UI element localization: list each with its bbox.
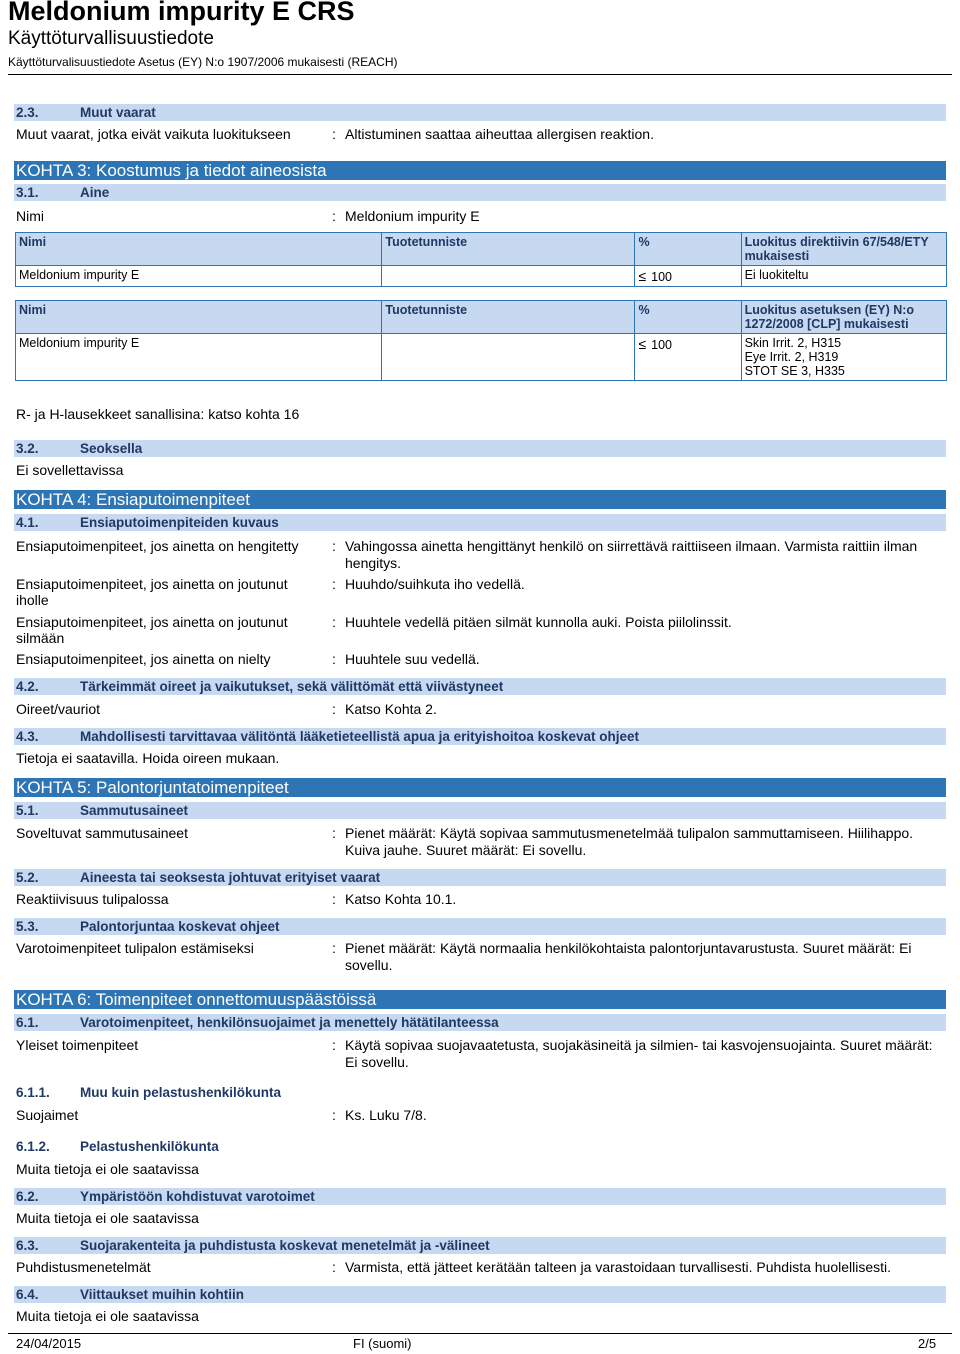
subsection-5-3-bar xyxy=(14,918,946,935)
subsection-6-1-bar xyxy=(14,1014,946,1031)
field-label: Ensiaputoimenpiteet, jos ainetta on joutunut iholle xyxy=(16,576,288,608)
cell-class xyxy=(741,334,946,381)
section-title: KOHTA 5: Palontorjuntatoimenpiteet xyxy=(16,778,289,797)
regulation-line: Käyttöturvalisuustiedote Asetus (EY) N:o 1907/2006 mukaisesti (REACH) xyxy=(8,55,398,69)
subsection-number: 5.2. xyxy=(16,870,39,885)
section-5-bar xyxy=(14,778,946,797)
subsection-number: 3.1. xyxy=(16,185,39,200)
separator: : xyxy=(332,940,336,956)
separator: : xyxy=(332,576,336,592)
col-header-pct: % xyxy=(635,301,741,334)
col-header-name: Nimi xyxy=(16,233,382,266)
field-value: Varmista, että jätteet kerätään talteen ja varastoidaan turvallisesti. Puhdista huolellisesti. xyxy=(345,1259,892,1275)
document-subtitle: Käyttöturvallisuustiedote xyxy=(8,28,214,49)
field-value: Ks. Luku 7/8. xyxy=(345,1107,427,1123)
field-text: Ei sovellettavissa xyxy=(16,462,124,478)
cell-pct xyxy=(635,334,741,381)
field-text: Muita tietoja ei ole saatavissa xyxy=(16,1161,199,1177)
col-header-id: Tuotetunniste xyxy=(382,301,635,334)
footer-date: 24/04/2015 xyxy=(16,1336,82,1351)
field-text: Tietoja ei saatavilla. Hoida oireen mukaan. xyxy=(16,750,280,766)
subsection-number: 6.4. xyxy=(16,1287,39,1302)
col-header-pct: % xyxy=(635,233,741,266)
pct-value: 100 xyxy=(651,338,672,352)
subsection-title: Ensiaputoimenpiteiden kuvaus xyxy=(80,515,279,530)
col-header-name: Nimi xyxy=(16,301,382,334)
cell-name: Meldonium impurity E xyxy=(16,266,382,287)
cell-class: Ei luokiteltu xyxy=(741,266,946,287)
hazard-class: Skin Irrit. 2, H315 xyxy=(744,336,842,350)
hazard-class: STOT SE 3, H335 xyxy=(744,364,845,378)
section-title: KOHTA 3: Koostumus ja tiedot aineosista xyxy=(16,161,327,180)
col-header-class: Luokitus asetuksen (EY) N:o 1272/2008 [CLP] mukaisesti xyxy=(741,301,946,334)
subsection-4-2-bar xyxy=(14,678,946,695)
separator: : xyxy=(332,825,336,841)
subsection-6-3-bar xyxy=(14,1237,946,1254)
composition-table-clp xyxy=(15,300,947,381)
subsection-3-2-bar xyxy=(14,440,946,457)
subsection-number: 4.1. xyxy=(16,515,39,530)
footer-language: FI (suomi) xyxy=(353,1336,412,1351)
subsection-number: 4.2. xyxy=(16,679,39,694)
separator: : xyxy=(332,208,336,224)
separator: : xyxy=(332,651,336,667)
field-value: Käytä sopivaa suojavaatetusta, suojakäsineitä ja silmien- tai kasvojensuojainta. Suuret määrät: Ei sovellu. xyxy=(345,1037,933,1070)
col-header-id: Tuotetunniste xyxy=(382,233,635,266)
subsection-title: Sammutusaineet xyxy=(80,803,189,818)
field-value: Katso Kohta 2. xyxy=(345,701,437,717)
subsection-number: 3.2. xyxy=(16,441,39,456)
le-symbol: ≤ xyxy=(638,268,647,284)
document-title: Meldonium impurity E CRS xyxy=(8,0,355,26)
subsection-title: Aine xyxy=(80,185,110,200)
footer-divider xyxy=(8,1333,952,1334)
r-phrases-note: R- ja H-lausekkeet sanallisina: katso kohta 16 xyxy=(16,406,300,422)
field-label: Soveltuvat sammutusaineet xyxy=(16,825,188,841)
separator: : xyxy=(332,701,336,717)
subsection-title: Ympäristöön kohdistuvat varotoimet xyxy=(80,1189,315,1204)
cell-id xyxy=(382,266,635,287)
subsubsection-6-1-2-number: 6.1.2. xyxy=(16,1139,50,1154)
separator: : xyxy=(332,1107,336,1123)
separator: : xyxy=(332,126,336,142)
subsection-title: Aineesta tai seoksesta johtuvat erityiset vaarat xyxy=(80,870,381,885)
subsection-6-4-bar xyxy=(14,1286,946,1303)
col-header-class: Luokitus direktiivin 67/548/ETY mukaisesti xyxy=(741,233,946,266)
subsection-5-2-bar xyxy=(14,869,946,886)
field-label: Suojaimet xyxy=(16,1107,79,1123)
subsubsection-6-1-1-number: 6.1.1. xyxy=(16,1085,50,1100)
field-label: Muut vaarat, jotka eivät vaikuta luokitukseen xyxy=(16,126,291,142)
subsection-4-1-bar xyxy=(14,514,946,531)
pct-value: 100 xyxy=(651,270,672,284)
field-value: Huuhtele vedellä pitäen silmät kunnolla auki. Poista piilolinssit. xyxy=(345,614,732,630)
subsubsection-6-1-2-title: Pelastushenkilökunta xyxy=(80,1139,219,1154)
le-symbol: ≤ xyxy=(638,336,647,352)
field-value: Katso Kohta 10.1. xyxy=(345,891,457,907)
subsection-2-3-bar xyxy=(14,104,946,121)
section-6-bar xyxy=(14,990,946,1009)
subsection-6-2-bar xyxy=(14,1188,946,1205)
section-4-bar xyxy=(14,490,946,509)
subsection-3-1-bar xyxy=(14,184,946,201)
separator: : xyxy=(332,538,336,554)
field-label: Nimi xyxy=(16,208,44,224)
section-title: KOHTA 4: Ensiaputoimenpiteet xyxy=(16,490,251,509)
separator: : xyxy=(332,1037,336,1053)
cell-pct xyxy=(635,266,741,287)
subsection-number: 4.3. xyxy=(16,729,39,744)
footer-page: 2/5 xyxy=(918,1336,937,1351)
subsection-number: 6.2. xyxy=(16,1189,39,1204)
cell-name: Meldonium impurity E xyxy=(16,334,382,381)
subsection-number: 2.3. xyxy=(16,105,39,120)
field-value: Huuhtele suu vedellä. xyxy=(345,651,480,667)
field-value: Vahingossa ainetta hengittänyt henkilö on siirrettävä raittiiseen ilmaan. Varmista raittiin ilman hengitys. xyxy=(345,538,918,571)
header-divider xyxy=(8,74,952,75)
field-value: Pienet määrät: Käytä sopivaa sammutusmenetelmää tulipalon sammuttamiseen. Hiilihappo. Kuiva jauhe. Suuret määrät: Ei sovellu. xyxy=(345,825,914,858)
composition-table-dsd xyxy=(15,232,947,287)
section-title: KOHTA 6: Toimenpiteet onnettomuuspäästöissä xyxy=(16,990,377,1009)
cell-id xyxy=(382,334,635,381)
subsection-title: Varotoimenpiteet, henkilönsuojaimet ja menettely hätätilanteessa xyxy=(80,1015,499,1030)
subsection-title: Suojarakenteita ja puhdistusta koskevat menetelmät ja -välineet xyxy=(80,1238,490,1253)
subsection-title: Tärkeimmät oireet ja vaikutukset, sekä välittömät että viivästyneet xyxy=(80,679,504,694)
subsection-4-3-bar xyxy=(14,728,946,745)
subsection-title: Palontorjuntaa koskevat ohjeet xyxy=(80,919,280,934)
field-label: Varotoimenpiteet tulipalon estämiseksi xyxy=(16,940,254,956)
field-label: Ensiaputoimenpiteet, jos ainetta on hengitetty xyxy=(16,538,299,554)
subsection-title: Viittaukset muihin kohtiin xyxy=(80,1287,245,1302)
subsection-number: 6.3. xyxy=(16,1238,39,1253)
subsection-title: Seoksella xyxy=(80,441,143,456)
section-3-bar xyxy=(14,161,946,180)
separator: : xyxy=(332,891,336,907)
subsection-number: 5.1. xyxy=(16,803,39,818)
field-value: Meldonium impurity E xyxy=(345,208,480,224)
subsubsection-6-1-1-title: Muu kuin pelastushenkilökunta xyxy=(80,1085,282,1100)
separator: : xyxy=(332,1259,336,1275)
field-label: Ensiaputoimenpiteet, jos ainetta on joutunut silmään xyxy=(16,614,288,646)
field-text: Muita tietoja ei ole saatavissa xyxy=(16,1308,199,1324)
subsection-number: 6.1. xyxy=(16,1015,39,1030)
hazard-class: Eye Irrit. 2, H319 xyxy=(744,350,839,364)
subsection-title: Mahdollisesti tarvittavaa välitöntä lääketieteellistä apua ja erityishoitoa koskevat ohjeet xyxy=(80,729,639,744)
field-label: Yleiset toimenpiteet xyxy=(16,1037,139,1053)
separator: : xyxy=(332,614,336,630)
field-value: Huuhdo/suihkuta iho vedellä. xyxy=(345,576,525,592)
field-label: Reaktiivisuus tulipalossa xyxy=(16,891,169,907)
subsection-5-1-bar xyxy=(14,802,946,819)
field-label: Puhdistusmenetelmät xyxy=(16,1259,151,1275)
field-label: Ensiaputoimenpiteet, jos ainetta on nielty xyxy=(16,651,271,667)
field-value: Altistuminen saattaa aiheuttaa allergisen reaktion. xyxy=(345,126,654,142)
field-value: Pienet määrät: Käytä normaalia henkilökohtaista palontorjuntavarustusta. Suuret määrät: Ei sovellu. xyxy=(345,940,912,973)
field-label: Oireet/vauriot xyxy=(16,701,101,717)
field-text: Muita tietoja ei ole saatavissa xyxy=(16,1210,199,1226)
subsection-title: Muut vaarat xyxy=(80,105,156,120)
subsection-number: 5.3. xyxy=(16,919,39,934)
